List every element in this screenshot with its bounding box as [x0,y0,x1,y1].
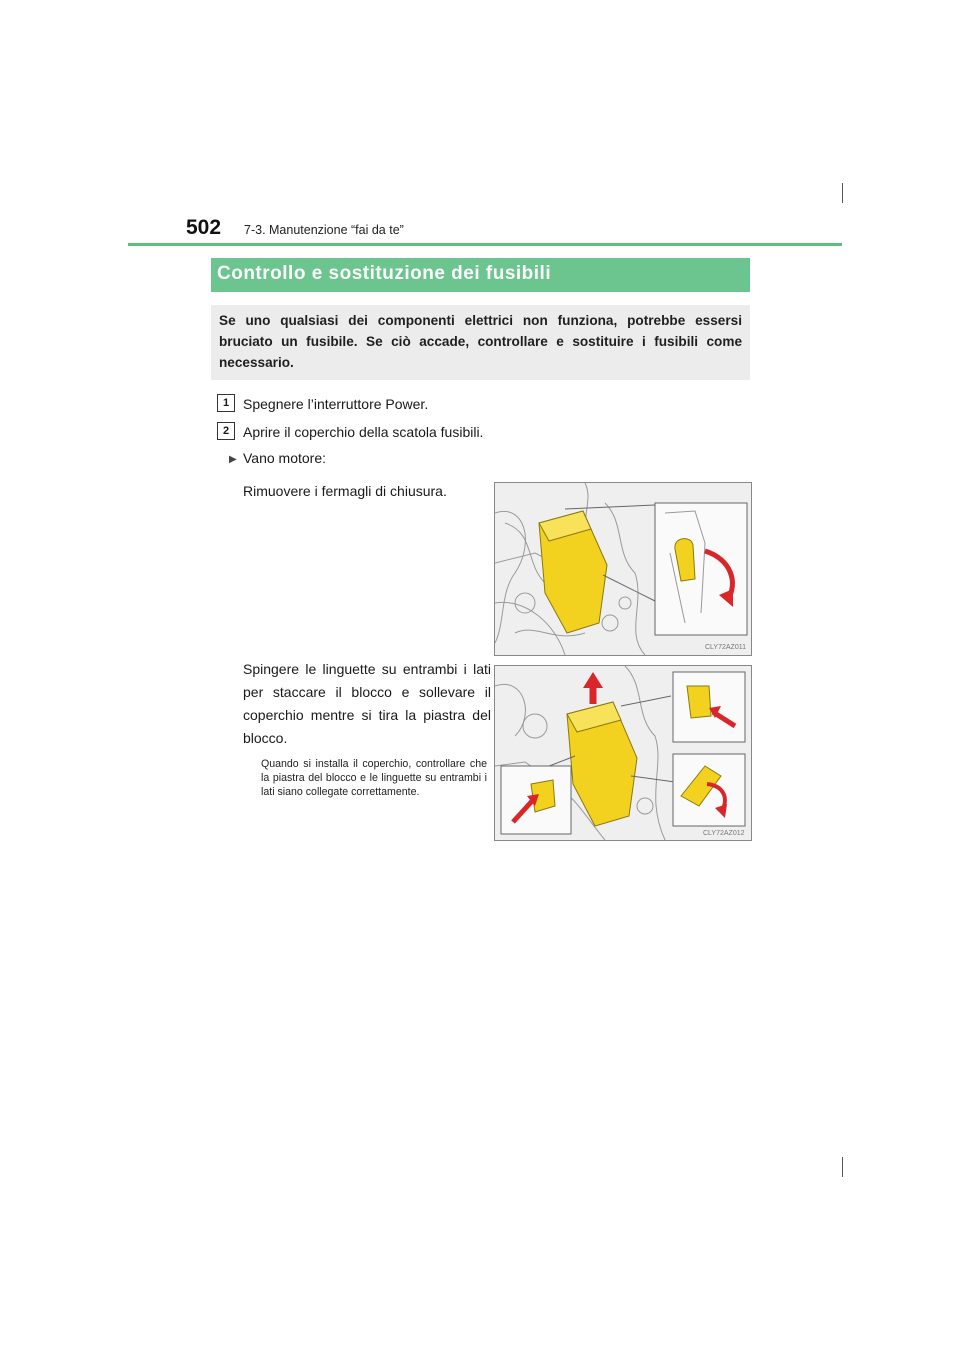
section-reference: 7-3. Manutenzione “fai da te” [244,223,404,237]
figure-code-1: CLY72AZ011 [705,644,746,651]
figure-release-tabs [494,665,752,841]
instruction-remove-clips: Rimuovere i fermagli di chiusura. [243,483,447,499]
header-rule [128,243,842,246]
step-number-1: 1 [217,394,235,412]
figure-code-2: CLY72AZ012 [703,830,745,837]
step-text-2: Aprire il coperchio della scatola fusibili. [243,424,484,440]
fuse-box-cover-release-illustration [495,666,751,840]
crop-mark-bottom [842,1157,843,1177]
step-text-1: Spegnere l’interruttore Power. [243,396,429,412]
page-number: 502 [186,216,222,239]
intro-box: Se uno qualsiasi dei componenti elettrici non funziona, potrebbe essersi bruciato un fusibile. Se ciò accade, controllare e sostituire i fusibili come necessario. [211,305,750,380]
figure-remove-clips [494,482,752,656]
engine-fuse-box-clip-illustration [495,483,751,655]
bullet-engine-compartment: Vano motore: [243,450,327,466]
instruction-push-tabs: Spingere le linguette su entrambi i lati per staccare il blocco e sollevare il coperchio mentre si tira la piastra del blocco. [243,661,491,746]
crop-mark-top [842,183,843,203]
installation-note: Quando si installa il coperchio, controllare che la piastra del blocco e le linguette su entrambi i lati siano collegate correttamente. [261,758,487,798]
step-number-2: 2 [217,422,235,440]
section-title: Controllo e sostituzione dei fusibili [211,258,750,292]
triangle-bullet-icon: ▶ [229,454,237,465]
